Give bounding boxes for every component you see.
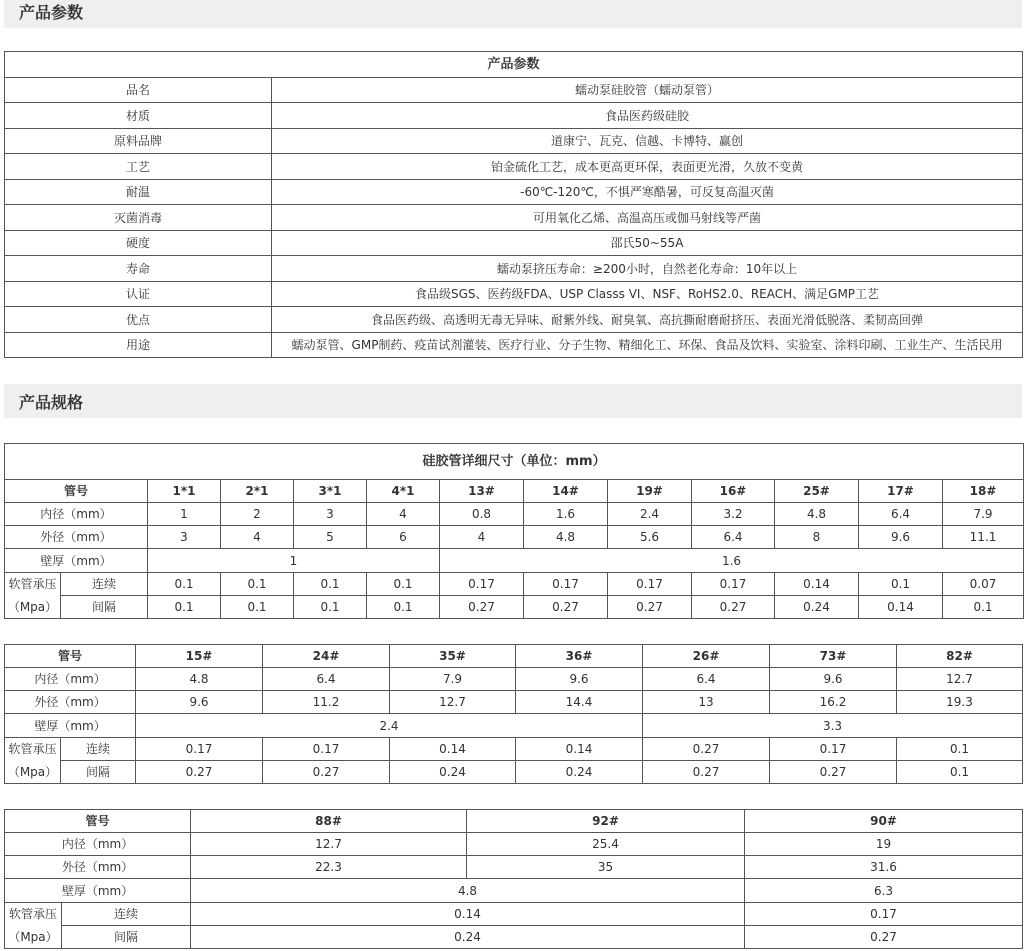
model-row bbox=[5, 645, 1023, 668]
params-row bbox=[5, 154, 1023, 180]
outer-cell: 4 bbox=[221, 526, 294, 549]
params-row bbox=[5, 282, 1023, 307]
outer-cell: 11.1 bbox=[943, 526, 1024, 549]
outer-cell: 9.6 bbox=[859, 526, 943, 549]
model-cell: 82# bbox=[897, 645, 1023, 668]
outer-cell: 19.3 bbox=[897, 691, 1023, 714]
outer-cell: 6 bbox=[367, 526, 440, 549]
continuous-cell: 0.07 bbox=[943, 573, 1024, 596]
model-cell: 14# bbox=[524, 480, 608, 503]
params-row bbox=[5, 103, 1023, 129]
section-header-params bbox=[4, 0, 1022, 28]
inner-cell: 4.8 bbox=[136, 668, 263, 691]
wall-cell: 1 bbox=[148, 549, 440, 573]
continuous-cell: 0.17 bbox=[692, 573, 775, 596]
outer-cell: 4.8 bbox=[524, 526, 608, 549]
model-cell: 15# bbox=[136, 645, 263, 668]
continuous-cell: 0.1 bbox=[148, 573, 221, 596]
outer-label: 外径（mm） bbox=[5, 856, 191, 879]
param-value: 食品医药级、高透明无毒无异味、耐紫外线、耐臭氧、高抗撕耐磨耐挤压、表面光滑低脱落、柔韧高回弹 bbox=[272, 307, 1023, 333]
continuous-cell: 0.14 bbox=[516, 738, 643, 761]
continuous-row bbox=[5, 573, 1024, 596]
continuous-cell: 0.17 bbox=[263, 738, 390, 761]
model-cell: 92# bbox=[467, 810, 745, 833]
continuous-cell: 0.1 bbox=[859, 573, 943, 596]
param-label: 品名 bbox=[5, 78, 272, 103]
inner-label: 内径（mm） bbox=[5, 668, 136, 691]
interval-row bbox=[5, 596, 1024, 619]
param-value: 铂金硫化工艺，成本更高更环保，表面更光滑，久放不变黄 bbox=[272, 154, 1023, 180]
wall-cell: 3.3 bbox=[643, 714, 1023, 738]
continuous-cell: 0.27 bbox=[643, 738, 770, 761]
outer-cell: 6.4 bbox=[692, 526, 775, 549]
outer-cell: 5 bbox=[294, 526, 367, 549]
model-label: 管号 bbox=[5, 645, 136, 668]
inner-cell: 4.8 bbox=[775, 503, 859, 526]
model-cell: 36# bbox=[516, 645, 643, 668]
param-value: -60℃-120℃，不惧严寒酷暑，可反复高温灭菌 bbox=[272, 180, 1023, 205]
continuous-cell: 0.17 bbox=[136, 738, 263, 761]
continuous-cell: 0.14 bbox=[191, 903, 745, 926]
outer-label: 外径（mm） bbox=[5, 691, 136, 714]
inner-cell: 6.4 bbox=[263, 668, 390, 691]
continuous-cell: 0.1 bbox=[294, 573, 367, 596]
param-label: 硬度 bbox=[5, 231, 272, 256]
model-cell: 19# bbox=[608, 480, 692, 503]
outer-cell: 14.4 bbox=[516, 691, 643, 714]
model-row bbox=[5, 810, 1023, 833]
wall-cell: 2.4 bbox=[136, 714, 643, 738]
inner-cell: 0.8 bbox=[440, 503, 524, 526]
continuous-label: 连续 bbox=[61, 573, 148, 596]
outer-cell: 5.6 bbox=[608, 526, 692, 549]
interval-label: 间隔 bbox=[61, 761, 136, 784]
param-label: 优点 bbox=[5, 307, 272, 333]
params-row bbox=[5, 333, 1023, 358]
params-row bbox=[5, 129, 1023, 154]
model-cell: 26# bbox=[643, 645, 770, 668]
model-cell: 17# bbox=[859, 480, 943, 503]
param-value: 蠕动泵硅胶管（蠕动泵管） bbox=[272, 78, 1023, 103]
interval-label: 间隔 bbox=[61, 596, 148, 619]
spec-table-2 bbox=[4, 644, 1023, 784]
wall-cell: 1.6 bbox=[440, 549, 1024, 573]
inner-cell: 3 bbox=[294, 503, 367, 526]
wall-row bbox=[5, 714, 1023, 738]
param-label: 工艺 bbox=[5, 154, 272, 180]
continuous-cell: 0.17 bbox=[524, 573, 608, 596]
interval-cell: 0.24 bbox=[390, 761, 516, 784]
interval-cell: 0.27 bbox=[692, 596, 775, 619]
inner-cell: 4 bbox=[367, 503, 440, 526]
continuous-label: 连续 bbox=[62, 903, 191, 926]
model-cell: 2*1 bbox=[221, 480, 294, 503]
outer-cell: 22.3 bbox=[191, 856, 467, 879]
inner-row bbox=[5, 668, 1023, 691]
model-cell: 16# bbox=[692, 480, 775, 503]
model-label: 管号 bbox=[5, 480, 148, 503]
continuous-cell: 0.17 bbox=[440, 573, 524, 596]
outer-cell: 12.7 bbox=[390, 691, 516, 714]
model-cell: 18# bbox=[943, 480, 1024, 503]
pressure-label-1: 软管承压 bbox=[5, 573, 61, 596]
inner-cell: 12.7 bbox=[191, 833, 467, 856]
pressure-label-2: （Mpa） bbox=[5, 761, 61, 784]
outer-cell: 11.2 bbox=[263, 691, 390, 714]
continuous-row bbox=[5, 903, 1023, 926]
param-label: 用途 bbox=[5, 333, 272, 358]
continuous-cell: 0.1 bbox=[367, 573, 440, 596]
wall-cell: 6.3 bbox=[745, 879, 1023, 903]
inner-cell: 3.2 bbox=[692, 503, 775, 526]
continuous-cell: 0.17 bbox=[770, 738, 897, 761]
outer-row bbox=[5, 691, 1023, 714]
model-cell: 90# bbox=[745, 810, 1023, 833]
param-label: 寿命 bbox=[5, 256, 272, 282]
inner-cell: 6.4 bbox=[859, 503, 943, 526]
interval-cell: 0.1 bbox=[148, 596, 221, 619]
outer-cell: 9.6 bbox=[136, 691, 263, 714]
param-value: 蠕动泵挤压寿命：≥200小时，自然老化寿命：10年以上 bbox=[272, 256, 1023, 282]
param-label: 耐温 bbox=[5, 180, 272, 205]
model-cell: 35# bbox=[390, 645, 516, 668]
inner-cell: 2 bbox=[221, 503, 294, 526]
param-value: 食品级SGS、医药级FDA、USP Classs VI、NSF、RoHS2.0、REACH、满足GMP工艺 bbox=[272, 282, 1023, 307]
wall-row bbox=[5, 879, 1023, 903]
interval-cell: 0.1 bbox=[367, 596, 440, 619]
interval-cell: 0.27 bbox=[745, 926, 1023, 949]
model-cell: 24# bbox=[263, 645, 390, 668]
outer-cell: 35 bbox=[467, 856, 745, 879]
params-table bbox=[4, 51, 1023, 358]
wall-row bbox=[5, 549, 1024, 573]
continuous-cell: 0.1 bbox=[897, 738, 1023, 761]
wall-label: 壁厚（mm） bbox=[5, 879, 191, 903]
interval-cell: 0.1 bbox=[294, 596, 367, 619]
spec-table-1 bbox=[4, 443, 1024, 619]
inner-cell: 9.6 bbox=[516, 668, 643, 691]
continuous-cell: 0.1 bbox=[221, 573, 294, 596]
inner-cell: 7.9 bbox=[390, 668, 516, 691]
inner-cell: 7.9 bbox=[943, 503, 1024, 526]
outer-label: 外径（mm） bbox=[5, 526, 148, 549]
continuous-cell: 0.14 bbox=[775, 573, 859, 596]
model-cell: 88# bbox=[191, 810, 467, 833]
outer-row bbox=[5, 526, 1024, 549]
param-value: 食品医药级硅胶 bbox=[272, 103, 1023, 129]
wall-label: 壁厚（mm） bbox=[5, 714, 136, 738]
param-label: 原料品牌 bbox=[5, 129, 272, 154]
interval-cell: 0.27 bbox=[263, 761, 390, 784]
params-table-title: 产品参数 bbox=[5, 52, 1023, 78]
param-label: 材质 bbox=[5, 103, 272, 129]
interval-cell: 0.27 bbox=[136, 761, 263, 784]
param-value: 可用氧化乙烯、高温高压或伽马射线等严菌 bbox=[272, 205, 1023, 231]
interval-label: 间隔 bbox=[62, 926, 191, 949]
params-row bbox=[5, 78, 1023, 103]
pressure-label-1: 软管承压 bbox=[5, 738, 61, 761]
interval-cell: 0.24 bbox=[775, 596, 859, 619]
spec-table-3 bbox=[4, 809, 1023, 949]
interval-cell: 0.27 bbox=[643, 761, 770, 784]
outer-row bbox=[5, 856, 1023, 879]
outer-cell: 4 bbox=[440, 526, 524, 549]
param-label: 灭菌消毒 bbox=[5, 205, 272, 231]
interval-cell: 0.27 bbox=[440, 596, 524, 619]
inner-cell: 25.4 bbox=[467, 833, 745, 856]
outer-cell: 16.2 bbox=[770, 691, 897, 714]
pressure-label-2: （Mpa） bbox=[5, 596, 61, 619]
inner-cell: 19 bbox=[745, 833, 1023, 856]
outer-cell: 31.6 bbox=[745, 856, 1023, 879]
inner-label: 内径（mm） bbox=[5, 833, 191, 856]
interval-row bbox=[5, 761, 1023, 784]
inner-label: 内径（mm） bbox=[5, 503, 148, 526]
outer-cell: 8 bbox=[775, 526, 859, 549]
inner-cell: 1 bbox=[148, 503, 221, 526]
pressure-label-2: （Mpa） bbox=[5, 926, 62, 949]
interval-cell: 0.1 bbox=[221, 596, 294, 619]
model-row bbox=[5, 480, 1024, 503]
section-header-specs bbox=[4, 384, 1022, 418]
wall-label: 壁厚（mm） bbox=[5, 549, 148, 573]
model-cell: 3*1 bbox=[294, 480, 367, 503]
params-row bbox=[5, 256, 1023, 282]
interval-row bbox=[5, 926, 1023, 949]
model-cell: 13# bbox=[440, 480, 524, 503]
interval-cell: 0.27 bbox=[524, 596, 608, 619]
inner-row bbox=[5, 503, 1024, 526]
continuous-row bbox=[5, 738, 1023, 761]
continuous-cell: 0.17 bbox=[745, 903, 1023, 926]
interval-cell: 0.27 bbox=[770, 761, 897, 784]
outer-cell: 13 bbox=[643, 691, 770, 714]
params-row bbox=[5, 231, 1023, 256]
param-value: 蠕动泵管、GMP制药、疫苗试剂灌装、医疗行业、分子生物、精细化工、环保、食品及饮料、实验室、涂料印刷、工业生产、生活民用 bbox=[272, 333, 1023, 358]
wall-cell: 4.8 bbox=[191, 879, 745, 903]
inner-row bbox=[5, 833, 1023, 856]
pressure-label-1: 软管承压 bbox=[5, 903, 62, 926]
model-cell: 4*1 bbox=[367, 480, 440, 503]
model-cell: 73# bbox=[770, 645, 897, 668]
section-title-params: 产品参数 bbox=[19, 3, 84, 22]
model-cell: 1*1 bbox=[148, 480, 221, 503]
params-row bbox=[5, 307, 1023, 333]
params-row bbox=[5, 205, 1023, 231]
interval-cell: 0.1 bbox=[943, 596, 1024, 619]
inner-cell: 1.6 bbox=[524, 503, 608, 526]
continuous-label: 连续 bbox=[61, 738, 136, 761]
section-title-specs: 产品规格 bbox=[19, 393, 84, 412]
params-row bbox=[5, 180, 1023, 205]
interval-cell: 0.1 bbox=[897, 761, 1023, 784]
interval-cell: 0.14 bbox=[859, 596, 943, 619]
model-label: 管号 bbox=[5, 810, 191, 833]
outer-cell: 3 bbox=[148, 526, 221, 549]
interval-cell: 0.24 bbox=[516, 761, 643, 784]
model-cell: 25# bbox=[775, 480, 859, 503]
inner-cell: 12.7 bbox=[897, 668, 1023, 691]
interval-cell: 0.24 bbox=[191, 926, 745, 949]
param-value: 道康宁、瓦克、信越、卡博特、赢创 bbox=[272, 129, 1023, 154]
inner-cell: 9.6 bbox=[770, 668, 897, 691]
param-label: 认证 bbox=[5, 282, 272, 307]
continuous-cell: 0.14 bbox=[390, 738, 516, 761]
spec-table-title: 硅胶管详细尺寸（单位：mm） bbox=[5, 444, 1024, 480]
interval-cell: 0.27 bbox=[608, 596, 692, 619]
param-value: 邵氏50~55A bbox=[272, 231, 1023, 256]
inner-cell: 2.4 bbox=[608, 503, 692, 526]
inner-cell: 6.4 bbox=[643, 668, 770, 691]
continuous-cell: 0.17 bbox=[608, 573, 692, 596]
